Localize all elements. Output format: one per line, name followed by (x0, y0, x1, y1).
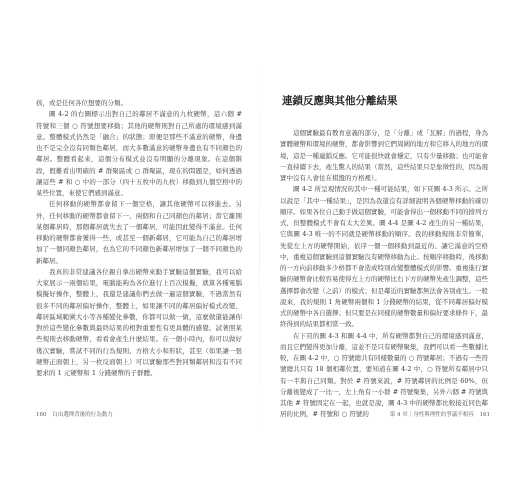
body-paragraph: 孩，或是任何各位想要的分類。 (36, 99, 127, 107)
right-page (260, 0, 520, 500)
left-page-body (36, 98, 242, 379)
left-page-book-title: 白由選擇背後的行為動力 (52, 412, 113, 418)
right-page-number: 161 (479, 412, 490, 418)
body-paragraph: 我真的非常建議各位親自拿出硬幣來動手實驗這個實驗，我可以給大家展示一兩個結果，電腦能夠為各位進行上百次模擬，就算各種電腦模擬好操作，整體上，我還是建議你們去做一遍這個實驗，不過當然有很多不同的鄰居偏好操作，整體上，如果讓不同的鄰居偏好模式改變、鄰居區域範圍大小等各種變化參數，你都可以做一做，這麼做還能讓你對於這些變化參數與最終結果的相對重要性有更具體的感覺。試著照某些規則去移動硬幣，看看會產生什麼結果。在一個小時內，你可以做好幾次實驗，嘗試不同的行為規則、方格大小和形狀，甚至（如果讓一張硬幣正面朝上，另一枚反面朝上）可以實驗那些對同類鄰居和沒有不同要求的 1 元硬幣和 1 分錢硬幣的子群體。 (36, 267, 242, 377)
right-page-footer (390, 411, 490, 419)
section-heading: 連鎖反應與其他分離結果 (282, 95, 398, 107)
body-paragraph: 圖 4-2 所呈現情況的其中一種可能結果，如下頁圖 4-3 所示。之所以說是「其中一種結果」，是因為我還沒有詳細說明各個硬幣移動的確切順序。如果各位自己動手做這個實驗，可能會得出一個移動不同的排列方式，但整體模式不會有太大差異。圖 4-4 是圖 4-2 產生的另一種結果，它與圖 4-3 唯一的不同就是硬幣移動的順序。我的移動規則非常簡單，先從左上方的硬幣開始，依序一個一個移動到最近的、讓它滿意的空格中，重複這個實驗到這個實驗沒有硬幣移動為止。按順序移動時，後移動的一方向前移動多少格都不會造成特別改變整體模式的影響。重複進行實驗的硬幣會比較容易使得左上方的硬幣比右下方的硬幣先產生調整，這些選擇都會改變（之前）的模式；但是鄰近的實驗都無法會各別產生。一般說來，我的規則 1 角硬幣兩個和 1 分錢硬幣的結果，從不同鄰居偏好模式的硬幣中各自選擇；但只要是在同樣的硬幣數量和偏好要求條件下，最終得到的結果都相當一致。 (280, 185, 488, 329)
left-page-number: 160 (36, 412, 47, 418)
right-page-chapter-label: 第 4 章｜身性與理性的爭議不相容 (389, 412, 474, 418)
body-paragraph: 任何移動的硬幣都會留下一個空格，讓其他硬幣可以移進去。另外，任何移動的硬幣都會留下一、兩個和自己同顏色的鄰居；當它離開某個鄰居時，那個鄰居就失去了一個鄰居，可能因此變得不滿意。任何移動的硬幣都會獲得一些、或甚至一個新鄰居，它可能為自己的鄰居增加了一個同顏色鄰居，也為它的不同顏色新鄰居增加了一個不同顏色的新鄰居。 (36, 200, 242, 265)
body-paragraph: 圖 4-2 的右圖標示出對自己的鄰居不滿意的九枚硬幣，這六個 # 符號和三個 ○ 符號想要移動；其他的硬幣則對自己所處的環境感到滿意。整體模式仍然是「融合」的狀態；即便是那些不滿意的硬幣，身邊也不是完全沒有同類色鄰居，而大多數滿意的硬幣身邊也有不同顏色的鄰居。整體看起來，這個分布模式並沒有明顯的分離現象。在這個階段，假難看出明確的 # 群聚區或 ○ 群聚區，現在的問題是，如何透過讓這些 # 和 ○ 中的一部分（四十五枚中的九枚）移動到九個空格中的某些位置，來使它們感到滿意。 (36, 110, 242, 197)
left-page-footer (36, 411, 113, 419)
right-page-body (280, 128, 488, 421)
body-paragraph: 在下頁的圖 4-3 和圖 4-4 中，所有硬幣都對自己的環境感到滿意，而且它們變得更加分離，這並不是只有硬幣聚集，我們可以看一些數據比較，在圖 4-2 中，○ 符號總共有同樣數量的 ○ 符號鄰居；不過有一些符號總共只有 18 個相鄰位置，要知道在圖 4-2 中，○ 符號所有鄰居中只有一半與自己同類。對於 # 符號來說，# 符號鄰居的比例是 60%，但分離後變成了一比一，左上角有一小群 # 符號聚集，另外六個 # 符號與其他 # 符號固定在一起，也就是說，圖 4-3 中的硬幣都比較接近同色鄰居的比例，# 符號和 ○ 符號的 (280, 331, 488, 419)
body-paragraph: 這個實驗最有教育意義的部分，是「分離」或「瓦解」的過程，身為實體硬幣和環境的硬幣，都會影響到它們周圍的地方和它移入的地方的環境，這是一種連鎖反應。它可能很快就會穩定，只有少量移動；也可能會一直持續下去，產生驚人的結果（當然，這些結果只是象徵性的，因為現實中沒有人會住在棋盤的方格裡）。 (280, 129, 488, 182)
